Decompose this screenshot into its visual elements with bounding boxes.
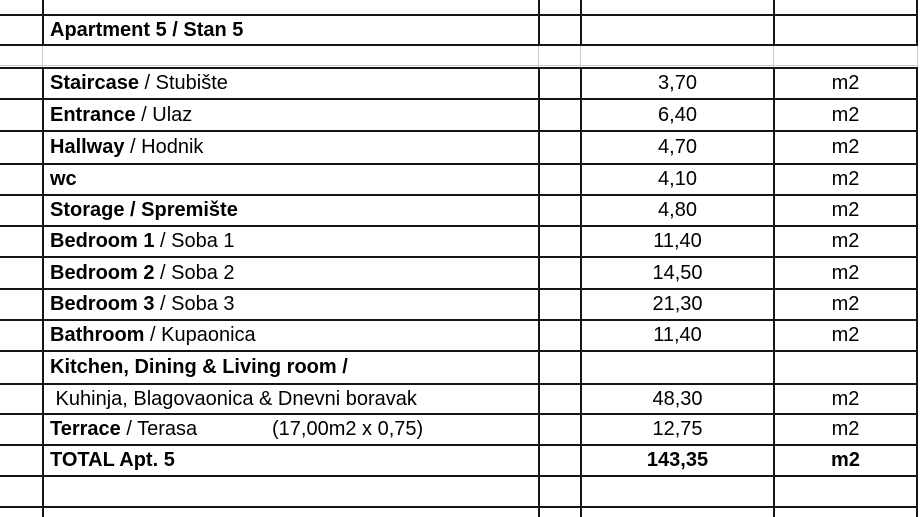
cell-room-name [42, 415, 538, 444]
room-name-secondary: / Soba 1 [154, 230, 235, 252]
terrace-calculation-note: (17,00m2 x 0,75) [272, 418, 424, 440]
cell-left-margin [0, 16, 42, 44]
cell-left-margin [0, 352, 42, 383]
cell-left-margin [0, 415, 42, 444]
area-unit: m2 [831, 168, 860, 190]
table-row [0, 383, 918, 413]
room-name-primary: wc [50, 168, 77, 190]
cell-spacer [538, 290, 580, 319]
cell-left-margin [0, 258, 42, 288]
room-name-secondary: / Hodnik [124, 136, 204, 158]
cell-area-unit [773, 321, 918, 350]
cell-area-value [580, 165, 773, 194]
cell-left-margin [0, 100, 42, 130]
cell-spacer [538, 446, 580, 475]
cell-area-unit [773, 46, 918, 67]
cell-left-margin [0, 508, 42, 517]
cell-spacer [538, 258, 580, 288]
cell-spacer [538, 69, 580, 98]
cell-left-margin [0, 477, 42, 506]
table-row [0, 14, 918, 44]
cell-spacer [538, 100, 580, 130]
cell-spacer [538, 508, 580, 517]
area-unit: m2 [831, 449, 860, 471]
cell-left-margin [0, 46, 42, 67]
cell-area-value [580, 16, 773, 44]
room-name-primary: Hallway [50, 136, 125, 158]
cell-area-unit [773, 100, 918, 130]
cell-left-margin [0, 0, 42, 14]
cell-left-margin [0, 290, 42, 319]
cell-left-margin [0, 321, 42, 350]
cell-room-name [42, 196, 538, 225]
cell-area-unit [773, 352, 918, 383]
cell-spacer [538, 132, 580, 163]
cell-area-value [580, 508, 773, 517]
cell-area-value [580, 227, 773, 256]
cell-area-unit [773, 446, 918, 475]
cell-spacer [538, 227, 580, 256]
area-unit: m2 [831, 418, 860, 440]
cell-room-name [42, 227, 538, 256]
area-unit: m2 [831, 324, 860, 346]
cell-room-name [42, 352, 538, 383]
room-name-primary: Staircase [50, 72, 139, 94]
cell-room-name [42, 0, 538, 14]
cell-left-margin [0, 385, 42, 413]
area-value: 6,40 [658, 103, 697, 126]
area-unit: m2 [831, 293, 860, 315]
cell-area-unit [773, 415, 918, 444]
cell-left-margin [0, 165, 42, 194]
room-name-secondary: / Ulaz [135, 103, 193, 126]
cell-left-margin [0, 446, 42, 475]
table-row [0, 194, 918, 225]
cell-area-unit [773, 165, 918, 194]
cell-room-name [42, 290, 538, 319]
cell-spacer [538, 415, 580, 444]
cell-area-unit [773, 69, 918, 98]
cell-left-margin [0, 227, 42, 256]
cell-spacer [538, 196, 580, 225]
cell-area-unit [773, 258, 918, 288]
room-name-primary: Bathroom [50, 324, 145, 346]
cell-area-unit [773, 0, 918, 14]
room-name-secondary: / Terasa [120, 418, 198, 440]
cell-room-name [42, 385, 538, 413]
cell-area-value [580, 196, 773, 225]
room-name-primary: Terrace [50, 418, 121, 440]
table-row [0, 44, 918, 67]
cell-spacer [538, 46, 580, 67]
cell-room-name [42, 46, 538, 67]
area-unit: m2 [831, 136, 860, 158]
cell-area-value [580, 0, 773, 14]
table-row [0, 225, 918, 256]
cell-area-unit [773, 508, 918, 517]
cell-area-value [580, 69, 773, 98]
room-name-primary: Bedroom 1 [50, 230, 155, 252]
cell-left-margin [0, 132, 42, 163]
cell-area-unit [773, 227, 918, 256]
cell-area-value [580, 415, 773, 444]
cell-spacer [538, 0, 580, 14]
cell-area-unit [773, 290, 918, 319]
table-row [0, 0, 918, 14]
cell-room-name [42, 16, 538, 44]
table-row [0, 350, 918, 383]
room-name-primary: Bedroom 2 [50, 261, 155, 284]
room-name-primary: TOTAL Apt. 5 [50, 449, 175, 471]
area-value: 12,75 [652, 418, 703, 440]
cell-area-value [580, 258, 773, 288]
cell-area-value [580, 132, 773, 163]
area-value: 4,80 [658, 199, 697, 221]
cell-area-value [580, 46, 773, 67]
cell-spacer [538, 385, 580, 413]
cell-room-name [42, 132, 538, 163]
cell-room-name [42, 508, 538, 517]
area-unit: m2 [831, 387, 860, 410]
area-value: 4,10 [658, 168, 697, 190]
cell-room-name [42, 258, 538, 288]
cell-room-name [42, 69, 538, 98]
cell-left-margin [0, 69, 42, 98]
table-row [0, 444, 918, 475]
cell-room-name [42, 100, 538, 130]
area-unit: m2 [831, 103, 860, 126]
cell-left-margin [0, 196, 42, 225]
cell-spacer [538, 477, 580, 506]
cell-area-unit [773, 16, 918, 44]
room-name-secondary: / Stubište [138, 72, 228, 94]
area-value: 4,70 [658, 136, 697, 158]
table-row [0, 413, 918, 444]
table-row [0, 319, 918, 350]
table-row [0, 288, 918, 319]
room-name-primary: Kitchen, Dining & Living room / [50, 356, 348, 378]
area-value: 14,50 [652, 261, 703, 284]
cell-spacer [538, 352, 580, 383]
cell-spacer [538, 321, 580, 350]
room-name-secondary: / Kupaonica [144, 324, 256, 346]
cell-area-value [580, 477, 773, 506]
area-value: 11,40 [653, 324, 702, 346]
area-unit: m2 [831, 72, 860, 94]
table-row [0, 256, 918, 288]
area-value: 143,35 [646, 449, 709, 471]
cell-area-unit [773, 196, 918, 225]
table-row [0, 506, 918, 517]
cell-area-unit [773, 477, 918, 506]
cell-room-name [42, 477, 538, 506]
room-name-primary: Apartment 5 / Stan 5 [50, 18, 244, 41]
cell-room-name [42, 321, 538, 350]
area-value: 11,40 [653, 230, 702, 252]
room-name-primary: Bedroom 3 [50, 293, 155, 315]
cell-room-name [42, 446, 538, 475]
table-row [0, 163, 918, 194]
table-row [0, 67, 918, 98]
cell-area-value [580, 446, 773, 475]
area-value: 48,30 [652, 387, 703, 410]
room-name-secondary: Kuhinja, Blagovaonica & Dnevni boravak [50, 387, 417, 410]
area-unit: m2 [831, 230, 860, 252]
area-value: 21,30 [652, 293, 703, 315]
cell-spacer [538, 165, 580, 194]
cell-area-value [580, 352, 773, 383]
room-name-primary: Entrance [50, 103, 136, 126]
room-name-primary: Storage / Spremište [50, 199, 238, 221]
room-name-secondary: / Soba 3 [154, 293, 235, 315]
cell-area-unit [773, 132, 918, 163]
area-unit: m2 [831, 199, 860, 221]
table-row [0, 130, 918, 163]
room-name-secondary: / Soba 2 [154, 261, 235, 284]
table-row [0, 98, 918, 130]
cell-area-value [580, 385, 773, 413]
cell-room-name [42, 165, 538, 194]
cell-area-unit [773, 385, 918, 413]
cell-area-value [580, 100, 773, 130]
area-value: 3,70 [658, 72, 697, 94]
table-row [0, 475, 918, 506]
cell-area-value [580, 290, 773, 319]
cell-spacer [538, 16, 580, 44]
cell-area-value [580, 321, 773, 350]
area-unit: m2 [831, 261, 860, 284]
